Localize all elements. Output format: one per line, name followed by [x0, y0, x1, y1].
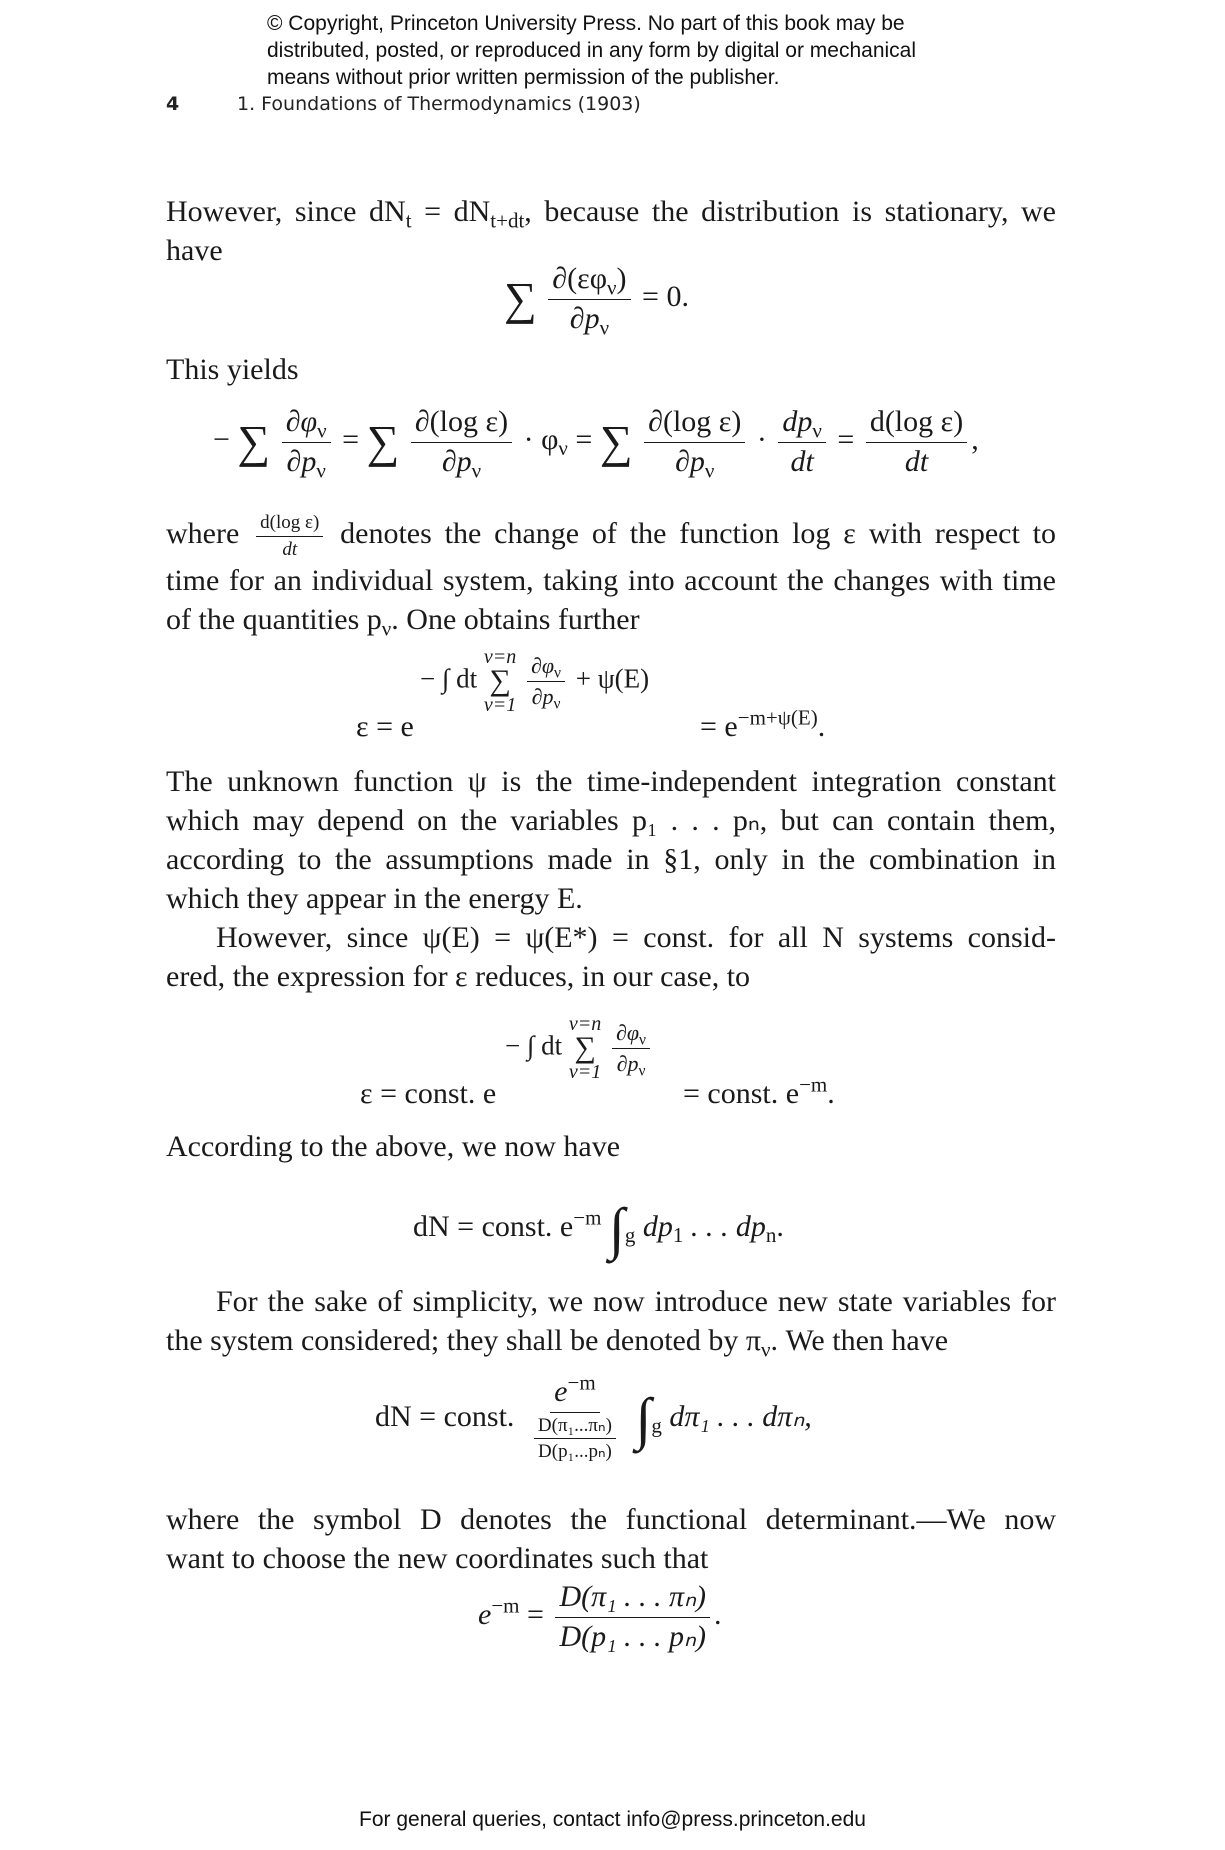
punctuation: . — [776, 1209, 784, 1243]
denominator: ∂p — [569, 301, 600, 335]
equals-sign: = — [527, 1597, 544, 1631]
subscript: 1 — [672, 1223, 684, 1248]
paragraph — [166, 192, 1056, 270]
integral-symbol: ∫ — [608, 1196, 625, 1261]
text: However, since ψ(E) = ψ(E*) = const. for all N systems consid- — [216, 921, 1056, 954]
equation-lhs: dN = const. — [375, 1399, 515, 1433]
text: want to choose the new coordinates such that — [166, 1542, 709, 1575]
equation-lhs: ε = e — [356, 710, 414, 743]
subscript: ν — [471, 457, 482, 482]
copyright-line: © Copyright, Princeton University Press. No part of this book may be — [267, 12, 905, 35]
sum-symbol: ν=n ∑ ν=1 — [483, 646, 517, 716]
numerator: ∂(log ε) — [411, 405, 512, 443]
text: . We then have — [770, 1324, 949, 1357]
equals-sign: = — [342, 422, 360, 456]
fraction — [527, 653, 565, 713]
text: denotes the change of the function log ε with respect to — [340, 517, 1056, 551]
subscript: t — [405, 208, 412, 233]
numerator: ∂(log ε) — [644, 405, 745, 443]
text: The unknown function ψ is the time-independent integration constant — [166, 765, 1056, 798]
subscript: ν — [638, 1062, 646, 1080]
subscript: ν — [381, 615, 392, 640]
integral-symbol: ∫ — [635, 1386, 652, 1452]
sum-lower-limit: ν=1 — [483, 693, 517, 716]
subscript: ν — [558, 436, 568, 461]
copyright-line: means without prior written permission of the publisher. — [267, 66, 780, 89]
superscript: −m — [573, 1205, 602, 1230]
subscript: ν — [317, 418, 327, 443]
sum-upper-limit: ν=n — [483, 646, 517, 668]
text: have — [166, 234, 223, 267]
subscript: ν — [553, 695, 561, 713]
subscript: t+dt — [490, 208, 525, 233]
running-head — [0, 93, 1225, 123]
numerator: ∂φ — [531, 653, 555, 679]
sum-symbol: ∑ — [599, 416, 633, 467]
copyright-notice — [267, 10, 1027, 91]
term: + ψ(E) — [575, 663, 650, 694]
subscript: ν — [554, 665, 562, 683]
page-number: 4 — [166, 93, 180, 115]
subscript: ν — [607, 275, 617, 300]
paragraph — [166, 350, 1056, 389]
numerator: d(log ε) — [866, 405, 967, 443]
numerator: ) — [616, 262, 627, 295]
numerator: dp — [782, 405, 813, 438]
text: = dN — [411, 195, 491, 228]
denominator: ∂p — [616, 1050, 639, 1076]
equals-sign: = — [837, 422, 855, 456]
numerator: e — [554, 1375, 568, 1408]
dot-operator: · — [756, 422, 767, 456]
subscript: ν — [316, 457, 326, 482]
superscript: −m+ψ(E) — [737, 705, 818, 730]
equation-lhs: dN = const. e — [413, 1209, 574, 1243]
text: according to the assumptions made in §1, only in the combination in — [166, 843, 1056, 876]
fraction — [282, 405, 331, 482]
numerator: ∂(εφ — [552, 262, 608, 295]
denominator: D(p₁ . . . pₙ) — [559, 1619, 706, 1653]
integral-domain: g — [624, 1223, 636, 1248]
text: which they appear in the energy E. — [166, 882, 583, 915]
punctuation: . — [714, 1597, 722, 1631]
paragraph — [166, 1282, 1056, 1360]
text: , because the distribution is stationary, we — [524, 195, 1056, 228]
term: · φ — [523, 422, 559, 456]
fraction — [534, 1415, 616, 1464]
text: of the quantities p — [166, 602, 382, 636]
integrand: dπ₁ . . . dπₙ, — [669, 1399, 812, 1433]
equation-rhs: = const. e — [683, 1077, 800, 1110]
denominator: ∂p — [286, 444, 317, 478]
sum-upper-limit: ν=n — [568, 1013, 602, 1035]
fraction — [526, 1370, 624, 1463]
subscript: ν — [599, 314, 610, 339]
punctuation: . — [827, 1077, 835, 1110]
fraction — [256, 512, 323, 561]
equation-lhs: e — [478, 1597, 492, 1631]
equation-rhs: = e — [700, 710, 738, 743]
exponent — [505, 1015, 654, 1082]
numerator: d(log ε) — [256, 512, 323, 537]
numerator: D(π₁ . . . πₙ) — [559, 1580, 707, 1613]
sum-symbol: ∑ — [237, 416, 271, 467]
subscript: ν — [704, 457, 715, 482]
integral-term: − ∫ dt — [420, 663, 478, 694]
fraction — [866, 405, 967, 479]
equation-rhs: = 0. — [642, 279, 689, 313]
fraction — [411, 405, 512, 482]
subscript: ν — [761, 1337, 771, 1362]
text: where — [166, 517, 240, 551]
integrand: dp — [642, 1209, 673, 1243]
text: which may depend on the variables p₁ . . . pₙ, but can contain them, — [166, 804, 1056, 837]
punctuation: . — [817, 710, 826, 743]
sum-symbol: ∑ — [366, 416, 400, 467]
fraction — [612, 1020, 650, 1080]
subscript: ν — [639, 1032, 647, 1050]
integral-domain: g — [651, 1413, 662, 1438]
sum-symbol: ν=n ∑ ν=1 — [568, 1013, 602, 1083]
denominator: dt — [790, 444, 814, 478]
punctuation: , — [971, 422, 979, 456]
numerator: D(π₁...πₙ) — [534, 1415, 616, 1440]
denominator: dt — [904, 444, 929, 478]
text: ered, the expression for ε reduces, in our case, to — [166, 960, 751, 993]
equals-sign: = — [575, 422, 593, 456]
numerator: ∂φ — [616, 1020, 640, 1046]
text: For the sake of simplicity, we now introduce new state variables for — [216, 1285, 1056, 1318]
superscript: −m — [567, 1370, 596, 1395]
paragraph — [166, 918, 1056, 996]
fraction — [778, 405, 826, 479]
exponent — [420, 648, 649, 715]
sum-symbol: ∑ — [504, 273, 537, 324]
denominator: ∂p — [531, 683, 554, 709]
footer-contact: For general queries, contact info@press.princeton.edu — [359, 1808, 866, 1831]
fraction — [555, 1580, 710, 1654]
numerator: ∂φ — [285, 405, 318, 438]
paragraph — [166, 1127, 1056, 1166]
copyright-line: distributed, posted, or reproduced in any form by digital or mechanical — [267, 39, 917, 62]
integral-term: − ∫ dt — [505, 1030, 563, 1061]
paragraph — [166, 1500, 1056, 1578]
denominator: ∂p — [675, 444, 705, 478]
paragraph — [166, 512, 1056, 639]
chapter-title: 1. Foundations of Thermodynamics (1903) — [237, 93, 641, 115]
fraction — [644, 405, 745, 482]
text: where the symbol D denotes the functional determinant.—We now — [166, 1503, 1056, 1536]
superscript: −m — [799, 1072, 828, 1097]
denominator: dt — [282, 538, 298, 560]
text: This yields — [166, 353, 299, 386]
sum-lower-limit: ν=1 — [568, 1060, 602, 1083]
paragraph — [166, 762, 1056, 918]
text: According to the above, we now have — [166, 1130, 621, 1163]
subscript: ν — [812, 418, 822, 443]
text: . One obtains further — [391, 602, 640, 636]
text: However, since dN — [166, 195, 406, 228]
integrand: . . . dp — [683, 1209, 766, 1243]
denominator: D(p₁...pₙ) — [538, 1441, 612, 1463]
superscript: −m — [491, 1593, 520, 1618]
subscript: n — [765, 1223, 777, 1248]
text: time for an individual system, taking into account the changes with time — [166, 563, 1056, 597]
denominator: ∂p — [441, 444, 472, 478]
equation-lhs: ε = const. e — [360, 1077, 497, 1110]
text: the system considered; they shall be denoted by π — [166, 1324, 762, 1357]
fraction — [548, 262, 630, 339]
minus-sign: − — [213, 422, 230, 456]
